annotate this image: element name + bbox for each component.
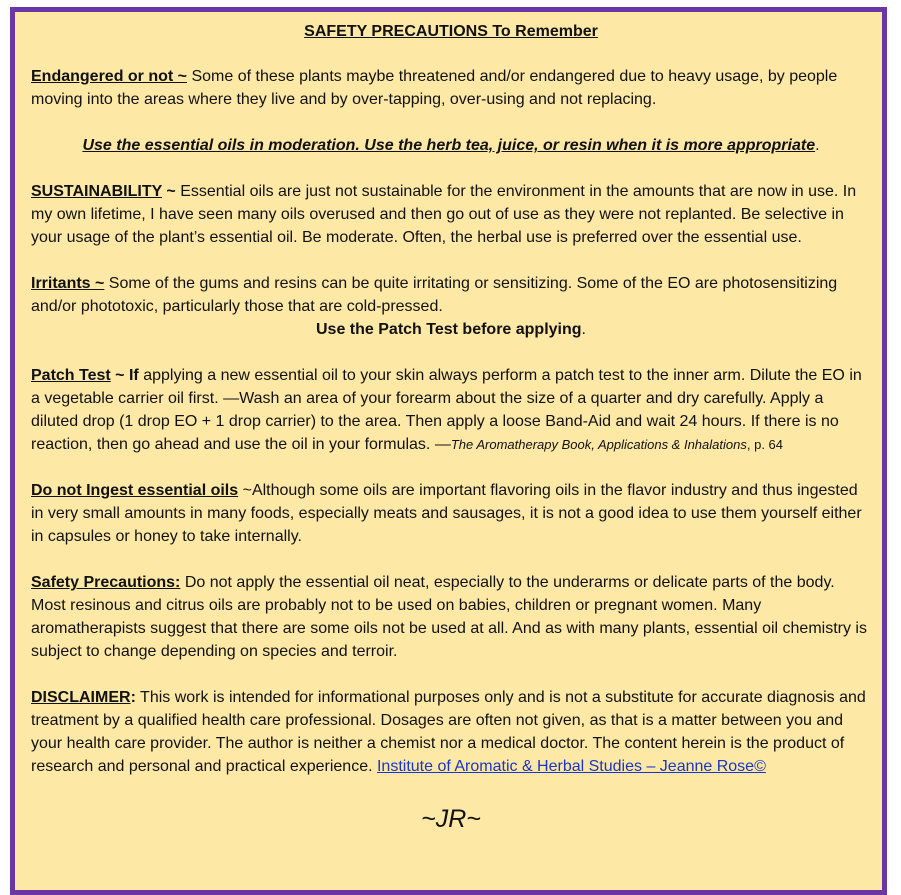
signature: ~JR~ <box>421 805 481 833</box>
disclaimer-text: This work is intended for informational purposes only and is not a substitute for accurate diagnosis and treatment by a qualified health care professional. Dosages are often not given, as that is a matter between you and your health care provider. The author is neither a chemist nor a medical doctor. The content herein is the product of research and personal and practical experience. <box>31 689 866 775</box>
safety-label: Safety Precautions: <box>31 574 181 591</box>
irritants-text: Some of the gums and resins can be quite irritating or sensitizing. Some of the EO are photosensitizing and/or phototoxic, particularly those that are cold-pressed. <box>31 275 838 315</box>
patch-note <box>31 318 871 341</box>
page-title: SAFETY PRECAUTIONS To Remember <box>304 23 598 40</box>
irritants-paragraph <box>31 272 871 318</box>
section-safety <box>31 571 871 663</box>
endangered-label: Endangered or not ~ <box>31 68 188 85</box>
patch-note-text: Use the Patch Test before applying <box>316 321 582 338</box>
sustainability-label: SUSTAINABILITY <box>31 183 162 200</box>
irritants-label: Irritants ~ <box>31 275 105 292</box>
patch-note-end: . <box>581 321 586 338</box>
section-sustainability <box>31 180 871 249</box>
disclaimer-label: DISCLAIMER <box>31 689 131 706</box>
endangered-text: Some of these plants maybe threatened and/or endangered due to heavy usage, by people moving into the areas where they live and by over-tapping, over-using and not replacing. <box>31 68 838 108</box>
sustainability-sep: ~ <box>161 183 176 200</box>
patch-test-citation: The Aromatherapy Book, Applications & Inhalations <box>450 437 747 452</box>
institute-link[interactable]: Institute of Aromatic & Herbal Studies – Jeanne Rose© <box>376 758 766 775</box>
moderation-end: . <box>815 137 820 154</box>
document-page <box>10 7 887 895</box>
sustainability-text: Essential oils are just not sustainable for the environment in the amounts that are now in use. In my own lifetime, I have seen many oils overused and then go out of use as they were not replanted. Be selective in your usage of the plant’s essential oil. Be moderate. Often, the herbal use is preferred over the essential use. <box>31 183 857 246</box>
section-disclaimer <box>31 686 871 778</box>
section-irritants <box>31 272 871 341</box>
moderation-text: Use the essential oils in moderation. Use the herb tea, juice, or resin when it is more appropriate <box>82 137 816 154</box>
section-ingest <box>31 479 871 548</box>
section-endangered <box>31 65 871 111</box>
section-moderation <box>31 134 871 157</box>
ingest-text: ~Although some oils are important flavoring oils in the flavor industry and thus ingested in very small amounts in many foods, especially meats and sausages, it is not a good idea to use them yourself either in capsules or honey to take internally. <box>31 482 862 545</box>
document-content <box>31 21 871 834</box>
patch-test-text: applying a new essential oil to your skin always perform a patch test to the inner arm. Dilute the EO in a vegetable carrier oil first. —Wash an area of your forearm about the size of a quarter and dry carefully. Apply a diluted drop (1 drop EO + 1 drop carrier) to the area. Then apply a loose Band-Aid and wait 24 hours. If there is no reaction, then go ahead and use the oil in your formulas. — <box>31 367 862 453</box>
patch-test-label: Patch Test <box>31 367 111 384</box>
safety-text: Do not apply the essential oil neat, especially to the underarms or delicate parts of the body. Most resinous and citrus oils are probably not to be used on babies, children or pregnant women. Many aromatherapists suggest that there are some oils not be used at all. And as with many plants, essential oil chemistry is subject to change depending on species and terroir. <box>31 574 867 660</box>
ingest-label: Do not Ingest essential oils <box>31 482 239 499</box>
patch-test-sep: ~ If <box>110 367 139 384</box>
section-patch-test <box>31 364 871 456</box>
patch-test-page: , p. 64 <box>746 437 783 452</box>
disclaimer-colon: : <box>130 689 136 706</box>
